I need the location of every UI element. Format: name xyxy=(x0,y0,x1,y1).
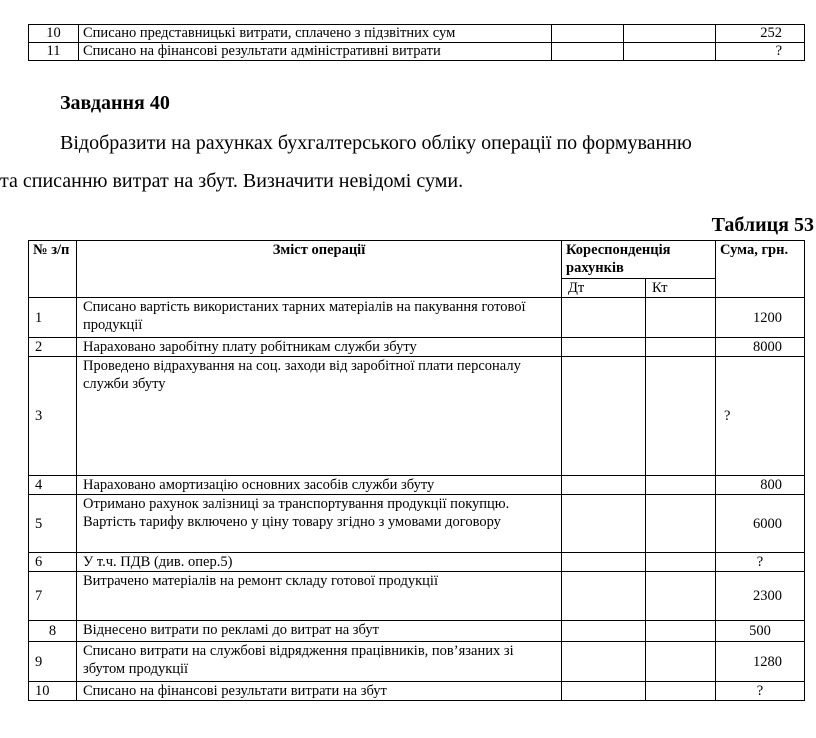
row-number: 6 xyxy=(29,553,77,572)
sum-cell: 6000 xyxy=(716,495,805,553)
sum-cell: 1200 xyxy=(716,298,805,338)
operation-text: Списано вартість використаних тарних матеріалів на пакування готової продукції xyxy=(77,298,562,338)
table-row xyxy=(29,553,805,572)
debit-cell[interactable] xyxy=(562,298,646,338)
sum-cell: ? xyxy=(716,553,805,572)
operation-text: Отримано рахунок залізниці за транспортування продукції покупцю. Вартість тарифу включено у ціну товару згідно з умовами договору xyxy=(77,495,562,553)
operation-text: Списано витрати на службові відрядження працівників, пов’язаних зі збутом продукції xyxy=(77,642,562,682)
sum-cell: 1280 xyxy=(716,642,805,682)
row-number: 3 xyxy=(29,357,77,476)
sum-cell: ? xyxy=(716,682,805,701)
credit-cell[interactable] xyxy=(646,476,716,495)
header-credit: Кт xyxy=(646,279,716,298)
row-number: 11 xyxy=(29,43,79,61)
credit-cell[interactable] xyxy=(646,298,716,338)
operation-text: Списано представницькі витрати, сплачено з підзвітних сум xyxy=(79,25,552,43)
credit-cell[interactable] xyxy=(646,682,716,701)
row-number: 9 xyxy=(29,642,77,682)
sum-cell: ? xyxy=(716,357,805,476)
table-row xyxy=(29,298,805,338)
operation-text: Списано на фінансові результати витрати на збут xyxy=(77,682,562,701)
row-number: 4 xyxy=(29,476,77,495)
credit-cell[interactable] xyxy=(646,572,716,621)
table-row xyxy=(29,338,805,357)
debit-cell[interactable] xyxy=(552,25,624,43)
sum-cell: 500 xyxy=(716,621,805,642)
credit-cell[interactable] xyxy=(646,642,716,682)
debit-cell[interactable] xyxy=(562,476,646,495)
debit-cell[interactable] xyxy=(562,642,646,682)
table-caption: Таблиця 53 xyxy=(711,214,814,236)
task-line-2: та списанню витрат на збут. Визначити невідомі суми. xyxy=(0,170,464,192)
debit-cell[interactable] xyxy=(562,621,646,642)
sum-cell: 8000 xyxy=(716,338,805,357)
row-number: 2 xyxy=(29,338,77,357)
debit-cell[interactable] xyxy=(562,553,646,572)
row-number: 8 xyxy=(29,621,77,642)
debit-cell[interactable] xyxy=(562,338,646,357)
credit-cell[interactable] xyxy=(624,43,716,61)
row-number: 7 xyxy=(29,572,77,621)
credit-cell[interactable] xyxy=(646,495,716,553)
debit-cell[interactable] xyxy=(562,682,646,701)
sum-cell: 800 xyxy=(716,476,805,495)
table-row xyxy=(29,495,805,553)
operation-text: Проведено відрахування на соц. заходи від заробітної плати персоналу служби збуту xyxy=(77,357,562,476)
row-number: 10 xyxy=(29,25,79,43)
sum-cell: 252 xyxy=(716,25,805,43)
credit-cell[interactable] xyxy=(646,357,716,476)
operation-text: Списано на фінансові результати адміністративні витрати xyxy=(79,43,552,61)
debit-cell[interactable] xyxy=(552,43,624,61)
task-description xyxy=(0,124,816,200)
credit-cell[interactable] xyxy=(646,553,716,572)
task-line-1: Відобразити на рахунках бухгалтерського обліку операції по формуванню xyxy=(60,132,692,154)
operation-text: У т.ч. ПДВ (див. опер.5) xyxy=(77,553,562,572)
credit-cell[interactable] xyxy=(624,25,716,43)
sum-cell: 2300 xyxy=(716,572,805,621)
credit-cell[interactable] xyxy=(646,621,716,642)
operation-text: Нараховано заробітну плату робітникам служби збуту xyxy=(77,338,562,357)
table-row xyxy=(29,572,805,621)
debit-cell[interactable] xyxy=(562,495,646,553)
operation-text: Витрачено матеріалів на ремонт складу готової продукції xyxy=(77,572,562,621)
table-header-row xyxy=(29,241,805,279)
table-row xyxy=(29,682,805,701)
header-debit: Дт xyxy=(562,279,646,298)
header-number: № з/п xyxy=(29,241,77,298)
table-row xyxy=(29,476,805,495)
task-title: Завдання 40 xyxy=(60,92,170,114)
table-row xyxy=(29,621,805,642)
table-row xyxy=(29,25,805,43)
row-number: 10 xyxy=(29,682,77,701)
operation-text: Віднесено витрати по рекламі до витрат на збут xyxy=(77,621,562,642)
row-number: 1 xyxy=(29,298,77,338)
operation-text: Нараховано амортизацію основних засобів служби збуту xyxy=(77,476,562,495)
table-row xyxy=(29,642,805,682)
header-correspondence: Кореспонденція рахунків xyxy=(562,241,716,279)
table-row xyxy=(29,43,805,61)
row-number: 5 xyxy=(29,495,77,553)
header-content: Зміст операції xyxy=(77,241,562,298)
header-sum: Сума, грн. xyxy=(716,241,805,298)
operations-table xyxy=(28,240,805,701)
debit-cell[interactable] xyxy=(562,357,646,476)
table-row xyxy=(29,357,805,476)
previous-table xyxy=(28,24,805,61)
sum-cell: ? xyxy=(716,43,805,61)
credit-cell[interactable] xyxy=(646,338,716,357)
debit-cell[interactable] xyxy=(562,572,646,621)
